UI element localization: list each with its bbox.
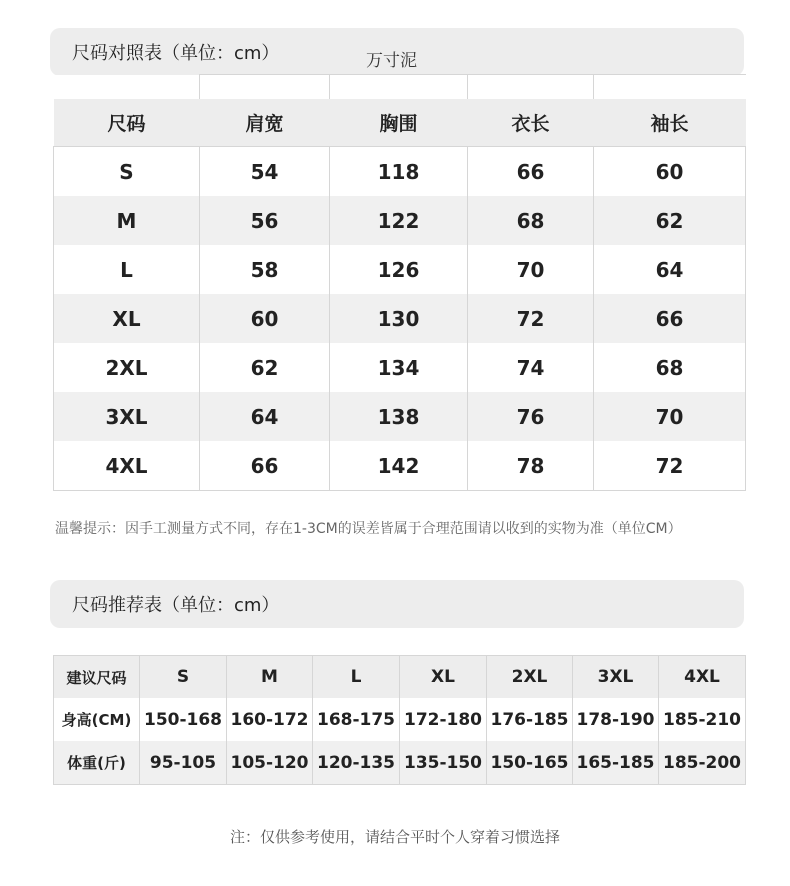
table-header-row — [54, 656, 746, 699]
table-cell: 56 — [200, 196, 330, 245]
table-cell: 76 — [468, 392, 594, 441]
table-cell: 95-105 — [140, 741, 227, 785]
table-cell: S — [54, 147, 200, 197]
table-cell: 68 — [594, 343, 746, 392]
recommend-table — [53, 655, 746, 785]
table-row — [54, 441, 746, 491]
table-cell: 60 — [594, 147, 746, 197]
table-cell: 185-210 — [659, 698, 746, 741]
table-cell: 72 — [594, 441, 746, 491]
table-cell: 62 — [200, 343, 330, 392]
table-cell: 62 — [594, 196, 746, 245]
column-header: S — [140, 656, 227, 699]
table-cell: 72 — [468, 294, 594, 343]
row-header: 体重(斤) — [54, 741, 140, 785]
column-header: 胸围 — [330, 99, 468, 147]
table-row — [54, 392, 746, 441]
table-cell: 78 — [468, 441, 594, 491]
column-header: 衣长 — [468, 99, 594, 147]
table-cell: 176-185 — [487, 698, 573, 741]
table-cell: 172-180 — [400, 698, 487, 741]
table-cell: 122 — [330, 196, 468, 245]
column-header: 3XL — [573, 656, 659, 699]
column-header: XL — [400, 656, 487, 699]
table-cell: 2XL — [54, 343, 200, 392]
column-header: 尺码 — [54, 99, 200, 147]
column-header: 袖长 — [594, 99, 746, 147]
table-row — [54, 245, 746, 294]
column-header: L — [313, 656, 400, 699]
table-cell: 4XL — [54, 441, 200, 491]
table-cell: 150-165 — [487, 741, 573, 785]
table-cell: 126 — [330, 245, 468, 294]
table-cell: 130 — [330, 294, 468, 343]
table-cell: 178-190 — [573, 698, 659, 741]
column-header: 2XL — [487, 656, 573, 699]
table-row — [54, 343, 746, 392]
table-header-row — [54, 99, 746, 147]
table-row — [54, 294, 746, 343]
footnote: 注：仅供参考使用，请结合平时个人穿着习惯选择 — [229, 828, 560, 846]
table-spacer-row — [54, 75, 746, 100]
table-cell: 138 — [330, 392, 468, 441]
table-cell: 160-172 — [227, 698, 313, 741]
table-cell: 60 — [200, 294, 330, 343]
table-cell: 64 — [594, 245, 746, 294]
table-cell: 66 — [594, 294, 746, 343]
size-chart-title: 尺码对照表（单位：cm） — [50, 28, 744, 76]
table-cell: L — [54, 245, 200, 294]
table-cell: 74 — [468, 343, 594, 392]
recommend-chart-title: 尺码推荐表（单位：cm） — [50, 580, 744, 628]
table-cell: 168-175 — [313, 698, 400, 741]
table-cell: 58 — [200, 245, 330, 294]
table-cell: 66 — [200, 441, 330, 491]
measurement-tip: 温馨提示：因手工测量方式不同，存在1-3CM的误差皆属于合理范围请以收到的实物为准（单位CM） — [55, 521, 682, 537]
table-cell: 120-135 — [313, 741, 400, 785]
table-cell: 142 — [330, 441, 468, 491]
row-header: 建议尺码 — [54, 656, 140, 699]
table-cell: 54 — [200, 147, 330, 197]
table-cell: 165-185 — [573, 741, 659, 785]
column-header: 肩宽 — [200, 99, 330, 147]
table-cell: 3XL — [54, 392, 200, 441]
column-header: M — [227, 656, 313, 699]
table-cell: 134 — [330, 343, 468, 392]
row-header: 身高(CM) — [54, 698, 140, 741]
table-row — [54, 741, 746, 785]
table-cell: 135-150 — [400, 741, 487, 785]
table-row — [54, 698, 746, 741]
table-cell: XL — [54, 294, 200, 343]
brand-label: 万寸泥 — [366, 51, 417, 71]
table-cell: 66 — [468, 147, 594, 197]
table-cell: 68 — [468, 196, 594, 245]
table-cell: 150-168 — [140, 698, 227, 741]
table-cell: 105-120 — [227, 741, 313, 785]
column-header: 4XL — [659, 656, 746, 699]
table-cell: 70 — [468, 245, 594, 294]
table-cell: 70 — [594, 392, 746, 441]
table-cell: M — [54, 196, 200, 245]
table-row — [54, 196, 746, 245]
size-chart-table — [53, 74, 746, 491]
table-cell: 185-200 — [659, 741, 746, 785]
table-cell: 118 — [330, 147, 468, 197]
table-row — [54, 147, 746, 197]
table-cell: 64 — [200, 392, 330, 441]
